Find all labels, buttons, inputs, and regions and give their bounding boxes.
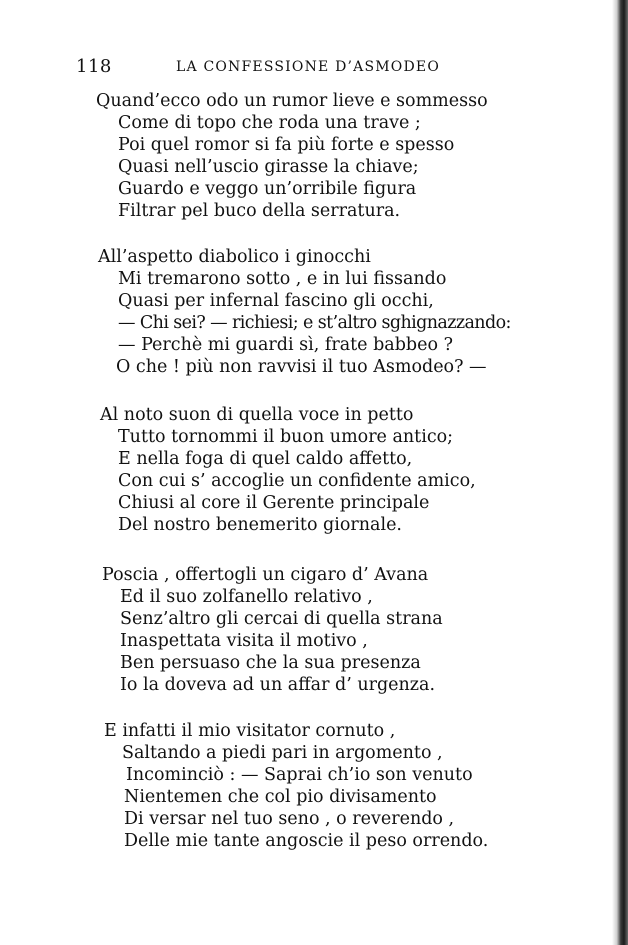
verse-line: Come di topo che roda una trave ; xyxy=(118,113,421,133)
verse-line: Ben persuaso che la sua presenza xyxy=(120,653,421,673)
verse-line: Chiusi al core il Gerente principale xyxy=(118,493,430,513)
verse-line: Guardo e veggo un’orribile figura xyxy=(118,179,417,199)
verse-line: Quand’ecco odo un rumor lieve e sommesso xyxy=(96,91,488,111)
verse-line: E nella foga di quel caldo affetto, xyxy=(118,449,413,469)
verse-line: Nientemen che col pio divisamento xyxy=(124,787,437,807)
verse-line: Quasi nell’uscio girasse la chiave; xyxy=(118,157,419,177)
verse-line: — Chi sei? — richiesi; e st’altro sghignazzando: xyxy=(118,313,511,333)
verse-line: Al noto suon di quella voce in petto xyxy=(100,405,414,425)
verse-line: Di versar nel tuo seno , o reverendo , xyxy=(124,809,455,829)
running-title: LA CONFESSIONE D’ASMODEO xyxy=(176,59,441,75)
verse-line: — Perchè mi guardi sì, frate babbeo ? xyxy=(118,335,453,355)
page-number: 118 xyxy=(76,56,112,77)
verse-line: Incominciò : — Saprai ch’io son venuto xyxy=(126,765,473,785)
verse-line: Filtrar pel buco della serratura. xyxy=(118,201,401,221)
verse-line: Mi tremarono sotto , e in lui fissando xyxy=(118,269,447,289)
verse-line: Poi quel romor si fa più forte e spesso xyxy=(118,135,455,155)
verse-line: Tutto tornommi il buon umore antico; xyxy=(118,427,454,447)
page-edge-shadow xyxy=(612,0,628,945)
verse-line: Con cui s’ accoglie un confidente amico, xyxy=(118,471,476,491)
verse-line: Poscia , offertogli un cigaro d’ Avana xyxy=(102,565,429,585)
verse-line: Inaspettata visita il motivo , xyxy=(120,631,368,651)
verse-line: Del nostro benemerito giornale. xyxy=(118,515,402,535)
verse-line: Saltando a piedi pari in argomento , xyxy=(122,743,443,763)
verse-line: E infatti il mio visitator cornuto , xyxy=(104,721,396,741)
verse-line: O che ! più non ravvisi il tuo Asmodeo? — xyxy=(116,357,487,377)
verse-line: All’aspetto diabolico i ginocchi xyxy=(98,247,371,267)
verse-line: Senz’altro gli cercai di quella strana xyxy=(120,609,443,629)
verse-line: Ed il suo zolfanello relativo , xyxy=(120,587,373,607)
verse-line: Delle mie tante angoscie il peso orrendo. xyxy=(124,831,489,851)
verse-line: Io la doveva ad un affar d’ urgenza. xyxy=(120,675,436,695)
verse-line: Quasi per infernal fascino gli occhi, xyxy=(118,291,434,311)
page-header xyxy=(76,56,556,80)
